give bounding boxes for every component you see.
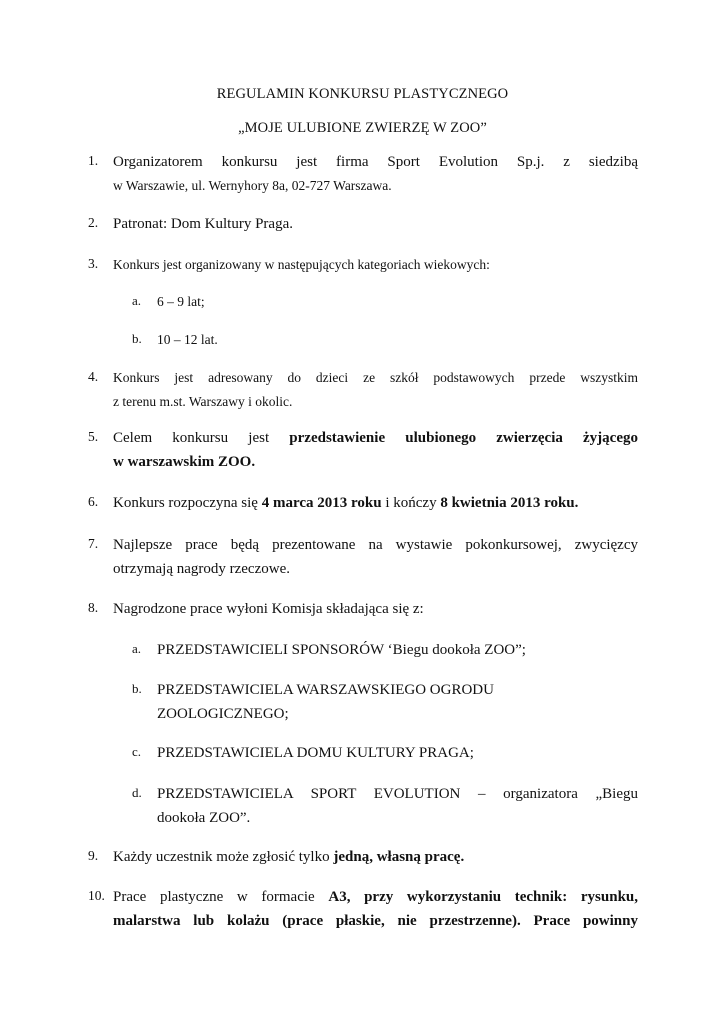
item-number: 6. <box>88 494 99 509</box>
sub-item-letter: a. <box>132 641 142 656</box>
item-text-line: Nagrodzone prace wyłoni Komisja składająca się z: <box>113 601 424 617</box>
document-title: REGULAMIN KONKURSU PLASTYCZNEGO <box>216 86 509 102</box>
item-number: 3. <box>88 256 99 271</box>
sub-item-text-line: PRZEDSTAWICIELA WARSZAWSKIEGO OGRODU <box>157 682 494 698</box>
list-item-1 <box>88 150 638 198</box>
sub-item-letter: b. <box>132 331 142 346</box>
list-item-4 <box>88 366 638 414</box>
sub-item-letter: c. <box>132 744 142 759</box>
sub-item-letter: b. <box>132 681 142 696</box>
list-item-8 <box>88 597 638 621</box>
item-number: 8. <box>88 600 99 615</box>
sub-item-3a <box>132 290 638 314</box>
document-subtitle: „MOJE ULUBIONE ZWIERZĘ W ZOO” <box>238 120 487 136</box>
item-number: 4. <box>88 369 99 384</box>
item-number: 5. <box>88 429 99 444</box>
sub-item-text: PRZEDSTAWICIELA DOMU KULTURY PRAGA; <box>157 745 474 761</box>
item-number: 10. <box>88 888 105 903</box>
list-item-5 <box>88 426 638 474</box>
list-item-6 <box>88 491 638 515</box>
item-number: 2. <box>88 215 99 230</box>
item-number: 9. <box>88 848 99 863</box>
sub-item-letter: a. <box>132 293 142 308</box>
item-number: 7. <box>88 536 99 551</box>
item-text-line: w Warszawie, ul. Wernyhory 8a, 02-727 Warszawa. <box>113 178 392 193</box>
list-item-7 <box>88 533 638 581</box>
sub-item-8a <box>132 638 638 662</box>
item-text-line: Każdy uczestnik może zgłosić tylko jedną, własną pracę. <box>113 849 465 865</box>
list-item-10 <box>88 885 638 933</box>
sub-item-text: 6 – 9 lat; <box>157 294 205 309</box>
sub-item-8d <box>132 782 638 830</box>
list-item-3 <box>88 253 638 277</box>
item-text-line: Konkurs jest adresowany do dzieci ze szkół podstawowych przede wszystkim <box>113 370 638 385</box>
item-text-line: z terenu m.st. Warszawy i okolic. <box>113 394 293 409</box>
sub-item-8b <box>132 678 638 726</box>
item-text-line: Konkurs jest organizowany w następujących kategoriach wiekowych: <box>113 257 490 272</box>
sub-item-3b <box>132 328 638 352</box>
sub-item-text: PRZEDSTAWICIELI SPONSORÓW ‘Biegu dookoła ZOO”; <box>157 642 526 658</box>
sub-item-text-line: PRZEDSTAWICIELA SPORT EVOLUTION – organizatora „Biegu <box>157 786 638 802</box>
sub-item-8c <box>132 741 638 765</box>
item-number: 1. <box>88 153 99 168</box>
item-text-line: Celem konkursu jest przedstawienie ulubionego zwierzęcia żyjącego <box>113 430 638 446</box>
item-text-line: otrzymają nagrody rzeczowe. <box>113 561 290 577</box>
sub-item-text: 10 – 12 lat. <box>157 332 218 347</box>
sub-item-text-line: dookoła ZOO”. <box>157 810 251 826</box>
item-text-line: Najlepsze prace będą prezentowane na wystawie pokonkursowej, zwycięzcy <box>113 537 638 553</box>
sub-item-letter: d. <box>132 785 142 800</box>
sub-item-text-line: ZOOLOGICZNEGO; <box>157 706 289 722</box>
item-text-line: w warszawskim ZOO. <box>113 454 256 470</box>
item-text-line: Organizatorem konkursu jest firma Sport Evolution Sp.j. z siedzibą <box>113 154 638 170</box>
item-text-line: Prace plastyczne w formacie A3, przy wykorzystaniu technik: rysunku, <box>113 889 638 905</box>
item-text-line: malarstwa lub kolażu (prace płaskie, nie przestrzenne). Prace powinny <box>113 913 638 929</box>
item-text-line: Patronat: Dom Kultury Praga. <box>113 216 293 232</box>
list-item-9 <box>88 845 638 869</box>
list-item-2 <box>88 212 638 236</box>
item-text-line: Konkurs rozpoczyna się 4 marca 2013 roku i kończy 8 kwietnia 2013 roku. <box>113 495 579 511</box>
